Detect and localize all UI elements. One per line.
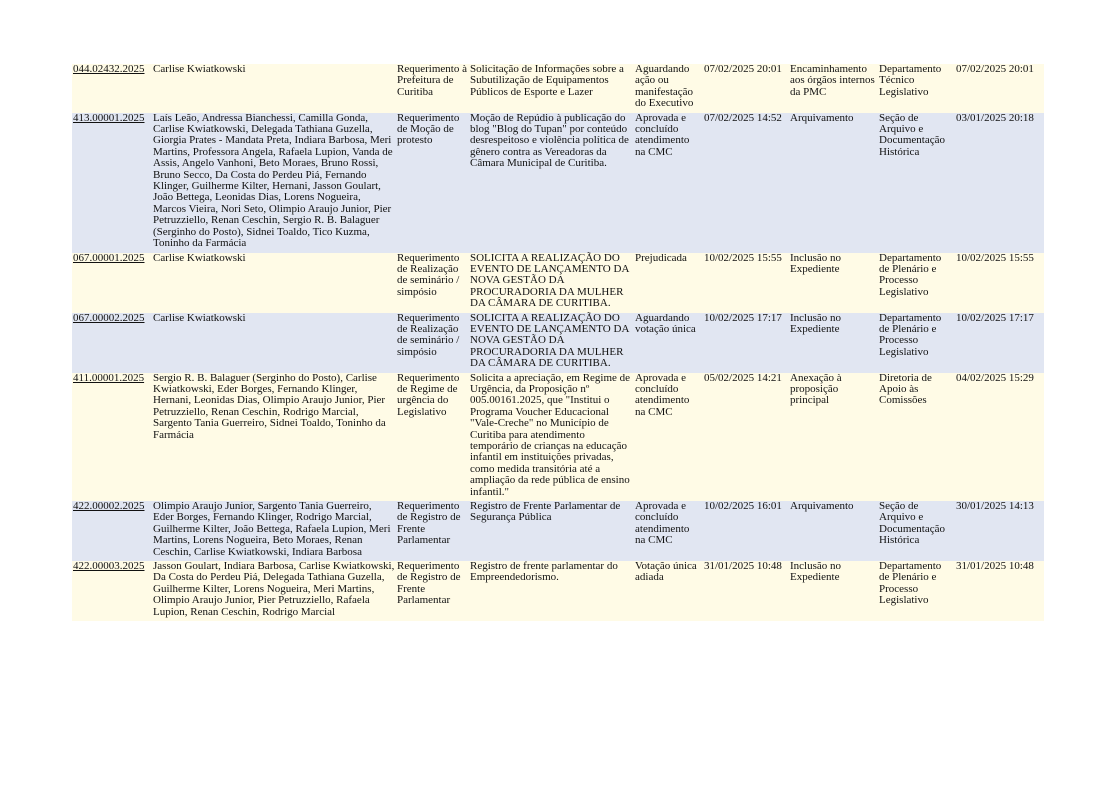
autores-cell: Carlise Kwiatkowski [152, 64, 396, 113]
numero-cell [72, 313, 152, 373]
numero-link[interactable]: 422.00002.2025 [73, 500, 145, 513]
situacao-cell: Aprovada e concluído atendimento na CMC [634, 373, 703, 501]
tipo-cell: Requerimento à Prefeitura de Curitiba [396, 64, 469, 113]
table-row [72, 113, 1044, 253]
numero-cell [72, 113, 152, 253]
local-cell: Seção de Arquivo e Documentação Histórica [878, 113, 955, 253]
autores-cell: Carlise Kwiatkowski [152, 253, 396, 313]
ementa-cell: Registro de Frente Parlamentar de Segurança Pública [469, 501, 634, 561]
proposicoes-table [72, 64, 1044, 621]
data-tramite-cell: 10/02/2025 17:17 [703, 313, 789, 373]
numero-cell [72, 373, 152, 501]
situacao-cell: Aguardando ação ou manifestação do Executivo [634, 64, 703, 113]
tipo-cell: Requerimento de Registro de Frente Parlamentar [396, 501, 469, 561]
table-row [72, 501, 1044, 561]
ementa-cell: SOLICITA A REALIZAÇÃO DO EVENTO DE LANÇAMENTO DA NOVA GESTÃO DA PROCURADORIA DA MULHER DA CÂMARA DE CURITIBA. [469, 313, 634, 373]
table-row [72, 313, 1044, 373]
ementa-cell: Registro de frente parlamentar do Empreendedorismo. [469, 561, 634, 621]
data-registro-cell: 03/01/2025 20:18 [955, 113, 1044, 253]
data-tramite-cell: 05/02/2025 14:21 [703, 373, 789, 501]
tipo-cell: Requerimento de Regime de urgência do Legislativo [396, 373, 469, 501]
ementa-cell: Solicita a apreciação, em Regime de Urgência, da Proposição nº 005.00161.2025, que "Institui o Programa Voucher Educacional "Vale-Creche" no Município de Curitiba para atendimento temporário de crianças na educação infantil em instituições privadas, como medida transitória até a ampliação da rede pública de ensino infantil." [469, 373, 634, 501]
autores-cell: Laís Leão, Andressa Bianchessi, Camilla Gonda, Carlise Kwiatkowski, Delegada Tathiana Guzella, Giorgia Prates - Mandata Preta, Indiara Barbosa, Meri Martins, Professora Angela, Rafaela Lupion, Vanda de Assis, Angelo Vanhoni, Beto Moraes, Bruno Rossi, Bruno Secco, Da Costa do Perdeu Piá, Fernando Klinger, Guilherme Kilter, Hernani, Jasson Goulart, João Bettega, Leonidas Dias, Lorens Nogueira, Marcos Vieira, Nori Seto, Olimpio Araujo Junior, Pier Petruzziello, Renan Ceschin, Sergio R. B. Balaguer (Serginho do Posto), Sidnei Toaldo, Tico Kuzma, Toninho da Farmácia [152, 113, 396, 253]
data-registro-cell: 30/01/2025 14:13 [955, 501, 1044, 561]
acao-cell: Inclusão no Expediente [789, 253, 878, 313]
local-cell: Departamento de Plenário e Processo Legislativo [878, 561, 955, 621]
table-body [72, 64, 1044, 621]
local-cell: Departamento Técnico Legislativo [878, 64, 955, 113]
situacao-cell: Aprovada e concluído atendimento na CMC [634, 113, 703, 253]
data-tramite-cell: 07/02/2025 20:01 [703, 64, 789, 113]
numero-cell [72, 64, 152, 113]
data-registro-cell: 10/02/2025 17:17 [955, 313, 1044, 373]
autores-cell: Carlise Kwiatkowski [152, 313, 396, 373]
numero-link[interactable]: 411.00001.2025 [73, 371, 145, 384]
data-registro-cell: 07/02/2025 20:01 [955, 64, 1044, 113]
tipo-cell: Requerimento de Realização de seminário / simpósio [396, 313, 469, 373]
data-tramite-cell: 31/01/2025 10:48 [703, 561, 789, 621]
autores-cell: Olimpio Araujo Junior, Sargento Tania Guerreiro, Eder Borges, Fernando Klinger, Rodrigo Marcial, Guilherme Kilter, João Bettega, Rafaela Lupion, Meri Martins, Lorens Nogueira, Beto Moraes, Renan Ceschin, Carlise Kwiatkowski, Indiara Barbosa [152, 501, 396, 561]
numero-link[interactable]: 067.00001.2025 [73, 251, 145, 264]
numero-link[interactable]: 067.00002.2025 [73, 311, 145, 324]
table-row [72, 64, 1044, 113]
local-cell: Departamento de Plenário e Processo Legislativo [878, 313, 955, 373]
document-page [72, 64, 1044, 621]
data-registro-cell: 31/01/2025 10:48 [955, 561, 1044, 621]
local-cell: Diretoria de Apoio às Comissões [878, 373, 955, 501]
autores-cell: Sergio R. B. Balaguer (Serginho do Posto), Carlise Kwiatkowski, Eder Borges, Fernando Klinger, Hernani, Leonidas Dias, Olimpio Araujo Junior, Pier Petruzziello, Renan Ceschin, Rodrigo Marcial, Sargento Tania Guerreiro, Sidnei Toaldo, Toninho da Farmácia [152, 373, 396, 501]
table-row [72, 561, 1044, 621]
situacao-cell: Aprovada e concluído atendimento na CMC [634, 501, 703, 561]
acao-cell: Arquivamento [789, 113, 878, 253]
tipo-cell: Requerimento de Registro de Frente Parlamentar [396, 561, 469, 621]
data-tramite-cell: 07/02/2025 14:52 [703, 113, 789, 253]
situacao-cell: Prejudicada [634, 253, 703, 313]
data-registro-cell: 04/02/2025 15:29 [955, 373, 1044, 501]
ementa-cell: Solicitação de Informações sobre a Subutilização de Equipamentos Públicos de Esporte e Lazer [469, 64, 634, 113]
tipo-cell: Requerimento de Realização de seminário / simpósio [396, 253, 469, 313]
numero-link[interactable]: 422.00003.2025 [73, 560, 145, 573]
acao-cell: Arquivamento [789, 501, 878, 561]
tipo-cell: Requerimento de Moção de protesto [396, 113, 469, 253]
table-row [72, 253, 1044, 313]
numero-cell [72, 501, 152, 561]
numero-cell [72, 561, 152, 621]
situacao-cell: Votação única adiada [634, 561, 703, 621]
ementa-cell: Moção de Repúdio à publicação do blog "Blog do Tupan" por conteúdo desrespeitoso e violência política de gênero contra as Vereadoras da Câmara Municipal de Curitiba. [469, 113, 634, 253]
autores-cell: Jasson Goulart, Indiara Barbosa, Carlise Kwiatkowski, Da Costa do Perdeu Piá, Delegada Tathiana Guzella, Guilherme Kilter, Lorens Nogueira, Meri Martins, Olimpio Araujo Junior, Pier Petruzziello, Rafaela Lupion, Renan Ceschin, Rodrigo Marcial [152, 561, 396, 621]
data-registro-cell: 10/02/2025 15:55 [955, 253, 1044, 313]
numero-link[interactable]: 413.00001.2025 [73, 111, 145, 124]
data-tramite-cell: 10/02/2025 16:01 [703, 501, 789, 561]
numero-cell [72, 253, 152, 313]
acao-cell: Inclusão no Expediente [789, 561, 878, 621]
ementa-cell: SOLICITA A REALIZAÇÃO DO EVENTO DE LANÇAMENTO DA NOVA GESTÃO DA PROCURADORIA DA MULHER DA CÂMARA DE CURITIBA. [469, 253, 634, 313]
local-cell: Departamento de Plenário e Processo Legislativo [878, 253, 955, 313]
data-tramite-cell: 10/02/2025 15:55 [703, 253, 789, 313]
acao-cell: Inclusão no Expediente [789, 313, 878, 373]
numero-link[interactable]: 044.02432.2025 [73, 63, 145, 75]
situacao-cell: Aguardando votação única [634, 313, 703, 373]
local-cell: Seção de Arquivo e Documentação Histórica [878, 501, 955, 561]
acao-cell: Encaminhamento aos órgãos internos da PMC [789, 64, 878, 113]
table-row [72, 373, 1044, 501]
acao-cell: Anexação à proposição principal [789, 373, 878, 501]
